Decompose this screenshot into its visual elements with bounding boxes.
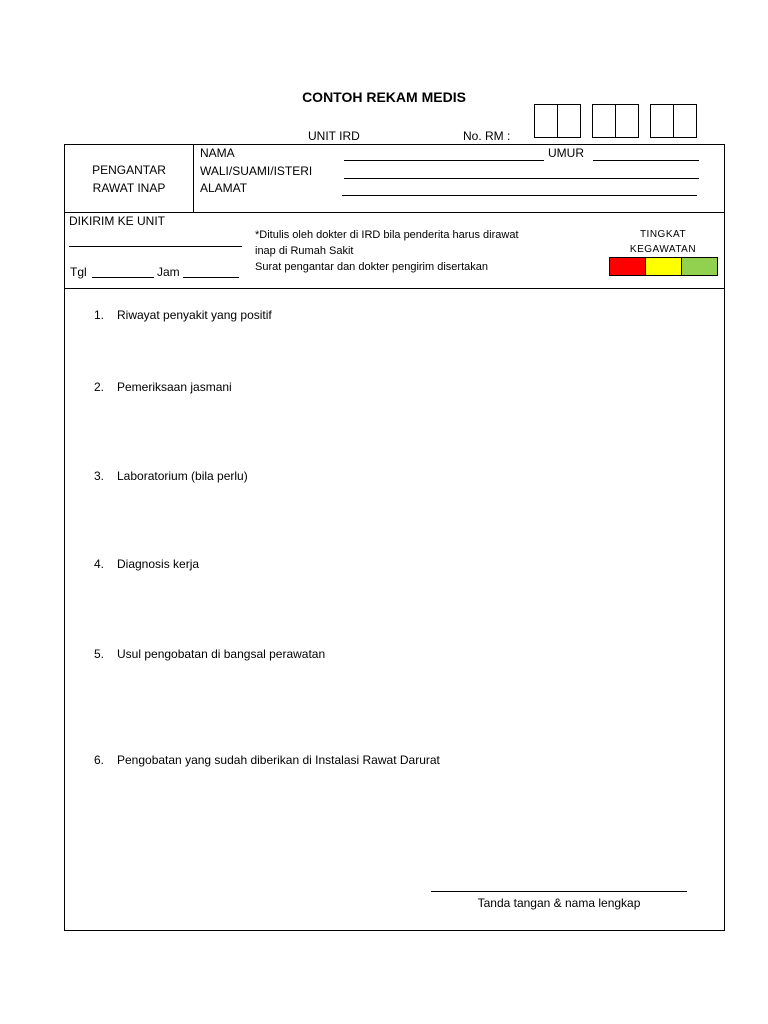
rm-digit-box[interactable] — [673, 105, 696, 137]
level-green-box[interactable] — [681, 257, 718, 276]
unit-ird-label: UNIT IRD — [308, 129, 360, 143]
item-text: Diagnosis kerja — [117, 557, 200, 571]
signature-line[interactable] — [431, 891, 687, 892]
item-text: Laboratorium (bila perlu) — [117, 469, 248, 483]
jam-field[interactable] — [183, 277, 239, 278]
page-title: CONTOH REKAM MEDIS — [302, 89, 466, 105]
tingkat-line-2: KEGAWATAN — [629, 244, 697, 255]
item-text: Pemeriksaan jasmani — [117, 380, 232, 394]
umur-field[interactable] — [593, 160, 699, 161]
divider — [64, 288, 724, 289]
dikirim-unit-field[interactable] — [69, 246, 242, 247]
tingkat-line-1: TINGKAT — [639, 229, 687, 240]
signature-label: Tanda tangan & nama lengkap — [477, 896, 641, 910]
list-item — [94, 647, 325, 661]
rm-box-group-3[interactable] — [650, 104, 697, 138]
item-number: 2. — [94, 380, 105, 394]
section-label-line-2: RAWAT INAP — [92, 181, 166, 195]
alamat-field[interactable] — [342, 195, 697, 196]
rm-digit-box[interactable] — [615, 105, 638, 137]
nama-field[interactable] — [344, 160, 544, 161]
tgl-label: Tgl — [70, 265, 87, 279]
wali-field[interactable] — [344, 178, 699, 179]
level-red-box[interactable] — [609, 257, 646, 276]
item-text: Riwayat penyakit yang positif — [117, 308, 272, 322]
list-item — [94, 753, 440, 767]
item-number: 6. — [94, 753, 105, 767]
section-label — [65, 161, 193, 197]
note-line-2: inap di Rumah Sakit — [255, 245, 354, 257]
rm-box-group-1[interactable] — [534, 104, 581, 138]
dikirim-label: DIKIRIM KE UNIT — [69, 214, 166, 228]
jam-label: Jam — [157, 265, 180, 279]
list-item — [94, 469, 248, 483]
note-block — [255, 227, 519, 275]
section-label-line-1: PENGANTAR — [92, 163, 166, 177]
note-line-3: Surat pengantar dan dokter pengirim disertakan — [255, 261, 488, 273]
tgl-field[interactable] — [92, 277, 154, 278]
wali-label: WALI/SUAMI/ISTERI — [200, 164, 313, 178]
rm-digit-box[interactable] — [535, 105, 557, 137]
item-number: 5. — [94, 647, 105, 661]
item-number: 4. — [94, 557, 105, 571]
list-item — [94, 308, 272, 322]
item-number: 3. — [94, 469, 105, 483]
item-text: Usul pengobatan di bangsal perawatan — [117, 647, 326, 661]
tingkat-kegawatan-label — [610, 227, 716, 257]
item-text: Pengobatan yang sudah diberikan di Instalasi Rawat Darurat — [117, 753, 440, 767]
rm-digit-box[interactable] — [651, 105, 673, 137]
rm-box-group-2[interactable] — [592, 104, 639, 138]
note-line-1: *Ditulis oleh dokter di IRD bila penderita harus dirawat — [255, 229, 519, 241]
list-item — [94, 380, 232, 394]
no-rm-label: No. RM : — [463, 129, 511, 143]
divider — [193, 144, 194, 212]
rm-digit-box[interactable] — [557, 105, 580, 137]
divider — [64, 212, 724, 213]
nama-label: NAMA — [200, 146, 235, 160]
umur-label: UMUR — [548, 146, 584, 160]
item-number: 1. — [94, 308, 105, 322]
level-yellow-box[interactable] — [645, 257, 682, 276]
rm-digit-box[interactable] — [593, 105, 615, 137]
list-item — [94, 557, 199, 571]
alamat-label: ALAMAT — [200, 181, 248, 195]
